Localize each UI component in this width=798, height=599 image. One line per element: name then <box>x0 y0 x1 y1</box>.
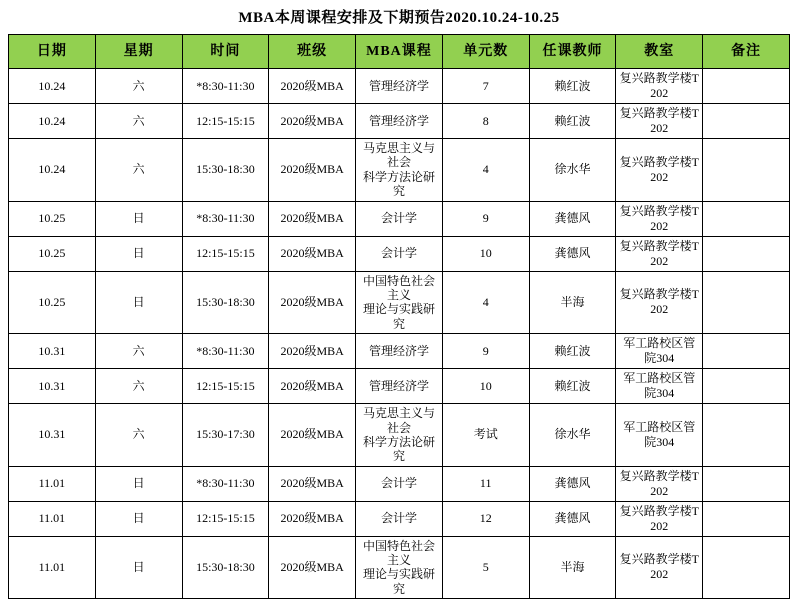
cell-course <box>356 139 443 202</box>
cell-class: 2020级MBA <box>269 334 356 369</box>
cell-units: 12 <box>442 501 529 536</box>
page-title: MBA本周课程安排及下期预告2020.10.24-10.25 <box>238 10 560 26</box>
cell-course <box>356 271 443 334</box>
cell-time: 15:30-17:30 <box>182 404 269 467</box>
cell-class: 2020级MBA <box>269 536 356 599</box>
cell-date: 10.25 <box>9 201 96 236</box>
cell-units: 5 <box>442 536 529 599</box>
cell-units: 8 <box>442 104 529 139</box>
cell-teacher: 赖红波 <box>529 69 616 104</box>
cell-time: *8:30-11:30 <box>182 466 269 501</box>
cell-course <box>356 201 443 236</box>
cell-teacher: 赖红波 <box>529 104 616 139</box>
cell-course <box>356 501 443 536</box>
cell-date: 11.01 <box>9 501 96 536</box>
cell-classroom: 复兴路教学楼T202 <box>616 201 703 236</box>
cell-classroom: 复兴路教学楼T202 <box>616 139 703 202</box>
column-header-units: 单元数 <box>442 35 529 69</box>
column-header-time: 时间 <box>182 35 269 69</box>
cell-weekday: 六 <box>95 404 182 467</box>
cell-teacher: 徐水华 <box>529 139 616 202</box>
course-line-1: 管理经济学 <box>368 343 429 358</box>
table-row <box>9 334 790 369</box>
cell-date: 10.31 <box>9 334 96 369</box>
cell-weekday: 六 <box>95 69 182 104</box>
cell-weekday: 六 <box>95 139 182 202</box>
cell-weekday: 日 <box>95 501 182 536</box>
cell-time: 15:30-18:30 <box>182 139 269 202</box>
cell-course <box>356 466 443 501</box>
cell-time: *8:30-11:30 <box>182 69 269 104</box>
cell-class: 2020级MBA <box>269 139 356 202</box>
cell-units: 9 <box>442 334 529 369</box>
cell-classroom: 复兴路教学楼T202 <box>616 69 703 104</box>
cell-weekday: 日 <box>95 466 182 501</box>
course-line-1: 会计学 <box>380 511 417 526</box>
cell-class: 2020级MBA <box>269 69 356 104</box>
cell-remark <box>703 201 790 236</box>
cell-classroom: 军工路校区管院304 <box>616 334 703 369</box>
cell-date: 10.24 <box>9 69 96 104</box>
table-header <box>9 35 790 69</box>
cell-teacher: 半海 <box>529 536 616 599</box>
cell-time: 12:15-15:15 <box>182 501 269 536</box>
cell-classroom: 复兴路教学楼T202 <box>616 501 703 536</box>
cell-course <box>356 334 443 369</box>
table-row <box>9 201 790 236</box>
cell-teacher: 龚德风 <box>529 236 616 271</box>
cell-teacher: 龚德风 <box>529 201 616 236</box>
cell-remark <box>703 501 790 536</box>
cell-weekday: 六 <box>95 334 182 369</box>
cell-date: 11.01 <box>9 536 96 599</box>
cell-class: 2020级MBA <box>269 466 356 501</box>
cell-units: 11 <box>442 466 529 501</box>
table-row <box>9 369 790 404</box>
table-row <box>9 139 790 202</box>
cell-time: 15:30-18:30 <box>182 271 269 334</box>
table-body <box>9 69 790 599</box>
cell-teacher: 半海 <box>529 271 616 334</box>
cell-class: 2020级MBA <box>269 104 356 139</box>
cell-remark <box>703 69 790 104</box>
cell-remark <box>703 271 790 334</box>
cell-remark <box>703 139 790 202</box>
cell-classroom: 复兴路教学楼T202 <box>616 536 703 599</box>
column-header-weekday: 星期 <box>95 35 182 69</box>
table-row <box>9 69 790 104</box>
cell-units: 4 <box>442 139 529 202</box>
cell-units: 9 <box>442 201 529 236</box>
cell-units: 4 <box>442 271 529 334</box>
cell-remark <box>703 236 790 271</box>
cell-time: 15:30-18:30 <box>182 536 269 599</box>
cell-units: 10 <box>442 369 529 404</box>
cell-teacher: 龚德风 <box>529 501 616 536</box>
course-line-1: 中国特色社会主义 <box>362 538 435 568</box>
cell-class: 2020级MBA <box>269 271 356 334</box>
table-row <box>9 236 790 271</box>
cell-course <box>356 69 443 104</box>
cell-course <box>356 536 443 599</box>
cell-date: 10.25 <box>9 236 96 271</box>
cell-weekday: 日 <box>95 236 182 271</box>
course-schedule-table <box>8 34 790 599</box>
cell-class: 2020级MBA <box>269 236 356 271</box>
column-header-teacher: 任课教师 <box>529 35 616 69</box>
table-row <box>9 104 790 139</box>
course-line-1: 马克思主义与社会 <box>362 406 435 435</box>
cell-classroom: 复兴路教学楼T202 <box>616 466 703 501</box>
column-header-class: 班级 <box>269 35 356 69</box>
cell-remark <box>703 369 790 404</box>
cell-teacher: 龚德风 <box>529 466 616 501</box>
course-line-2: 理论与实践研究 <box>362 567 435 596</box>
cell-remark <box>703 536 790 599</box>
cell-classroom: 军工路校区管院304 <box>616 369 703 404</box>
cell-course <box>356 104 443 139</box>
cell-weekday: 六 <box>95 369 182 404</box>
course-line-2: 理论与实践研究 <box>362 302 435 331</box>
table-header-row <box>9 35 790 69</box>
course-line-1: 会计学 <box>380 246 417 261</box>
course-line-1: 管理经济学 <box>368 78 429 93</box>
table-row <box>9 536 790 599</box>
cell-class: 2020级MBA <box>269 369 356 404</box>
course-line-1: 马克思主义与社会 <box>362 141 435 170</box>
cell-course <box>356 236 443 271</box>
cell-remark <box>703 334 790 369</box>
cell-date: 10.24 <box>9 104 96 139</box>
cell-date: 11.01 <box>9 466 96 501</box>
course-line-2: 科学方法论研究 <box>362 169 435 199</box>
cell-class: 2020级MBA <box>269 501 356 536</box>
cell-teacher: 赖红波 <box>529 334 616 369</box>
column-header-date: 日期 <box>9 35 96 69</box>
cell-time: *8:30-11:30 <box>182 334 269 369</box>
column-header-classroom: 教室 <box>616 35 703 69</box>
cell-classroom: 复兴路教学楼T202 <box>616 271 703 334</box>
course-line-1: 会计学 <box>380 476 417 491</box>
course-line-1: 会计学 <box>380 211 417 226</box>
cell-time: *8:30-11:30 <box>182 201 269 236</box>
cell-time: 12:15-15:15 <box>182 369 269 404</box>
cell-weekday: 日 <box>95 536 182 599</box>
course-line-1: 管理经济学 <box>368 378 429 393</box>
cell-class: 2020级MBA <box>269 201 356 236</box>
cell-date: 10.24 <box>9 139 96 202</box>
cell-weekday: 六 <box>95 104 182 139</box>
cell-course <box>356 369 443 404</box>
cell-time: 12:15-15:15 <box>182 104 269 139</box>
cell-units: 10 <box>442 236 529 271</box>
cell-time: 12:15-15:15 <box>182 236 269 271</box>
cell-classroom: 军工路校区管院304 <box>616 404 703 467</box>
course-line-1: 中国特色社会主义 <box>362 273 435 302</box>
cell-units: 7 <box>442 69 529 104</box>
cell-date: 10.31 <box>9 404 96 467</box>
cell-units: 考试 <box>442 404 529 467</box>
course-line-2: 科学方法论研究 <box>362 434 435 464</box>
cell-teacher: 徐水华 <box>529 404 616 467</box>
cell-classroom: 复兴路教学楼T202 <box>616 236 703 271</box>
column-header-course: MBA课程 <box>356 35 443 69</box>
cell-class: 2020级MBA <box>269 404 356 467</box>
cell-remark <box>703 104 790 139</box>
cell-date: 10.31 <box>9 369 96 404</box>
course-line-1: 管理经济学 <box>368 113 429 128</box>
cell-weekday: 日 <box>95 201 182 236</box>
cell-teacher: 赖红波 <box>529 369 616 404</box>
table-row <box>9 271 790 334</box>
cell-date: 10.25 <box>9 271 96 334</box>
column-header-remark: 备注 <box>703 35 790 69</box>
cell-classroom: 复兴路教学楼T202 <box>616 104 703 139</box>
cell-remark <box>703 466 790 501</box>
cell-weekday: 日 <box>95 271 182 334</box>
table-row <box>9 466 790 501</box>
table-row <box>9 501 790 536</box>
